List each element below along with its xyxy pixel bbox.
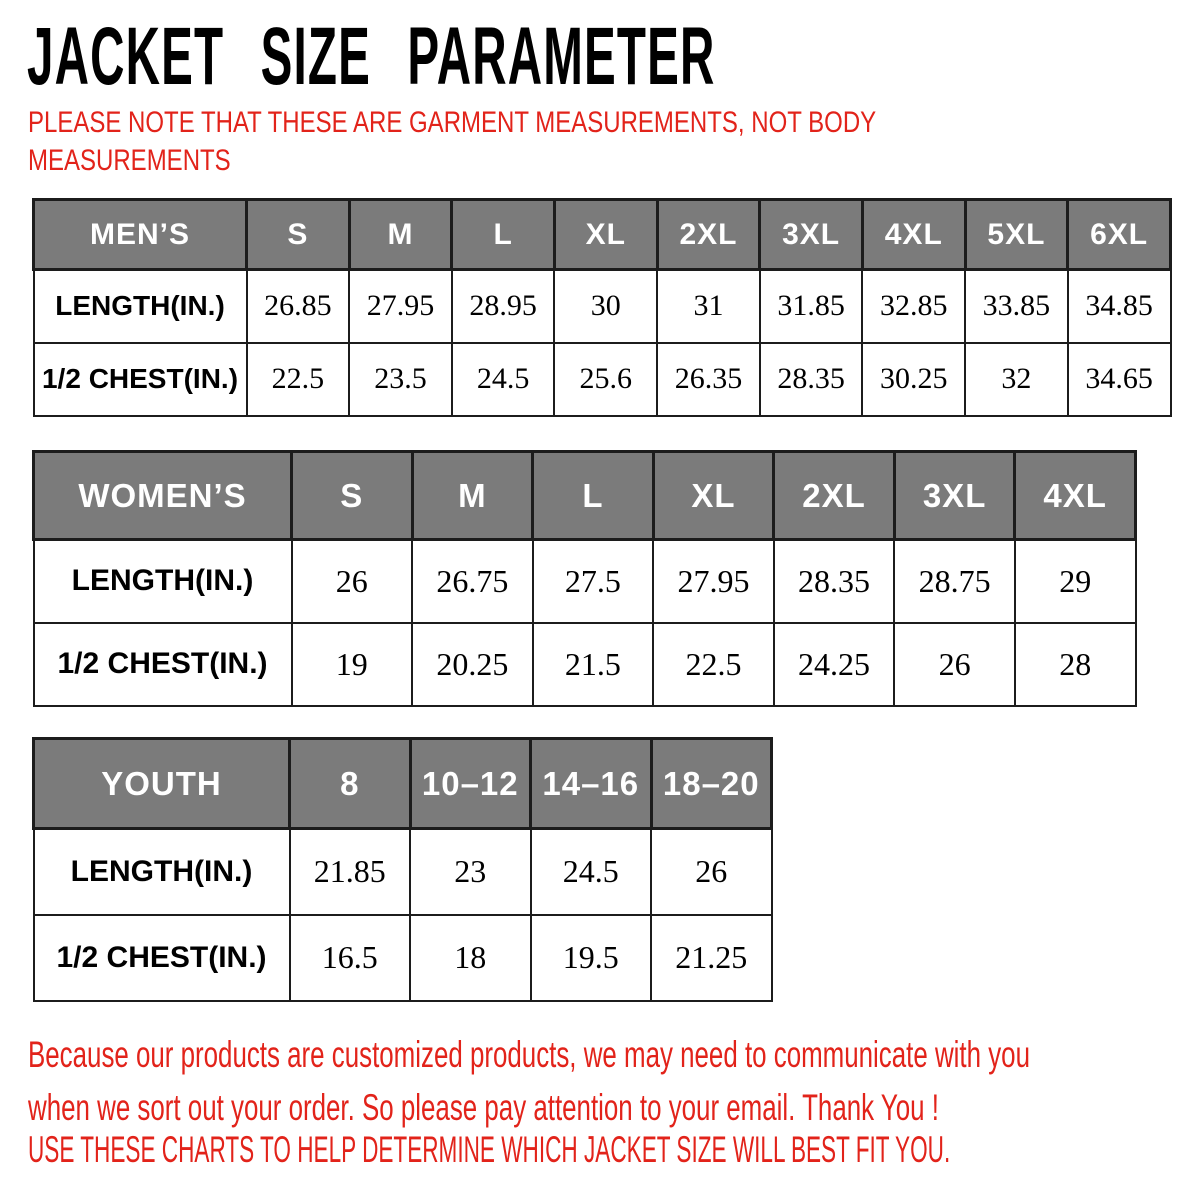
value-cell: 25.6 xyxy=(554,343,657,416)
value-cell: 32.85 xyxy=(862,270,965,343)
value-cell: 20.25 xyxy=(412,623,533,706)
mens-chest-row xyxy=(34,343,1171,416)
size-header-cell: L xyxy=(452,200,555,270)
size-header-cell: L xyxy=(533,452,654,540)
value-cell: 26 xyxy=(651,829,772,915)
youth-header-row xyxy=(34,739,772,829)
notice-line: Because our products are customized products, we may need to communicate with you xyxy=(28,1034,1030,1075)
youth-size-table xyxy=(32,737,773,1002)
customization-notice xyxy=(28,1028,1200,1134)
value-cell: 34.65 xyxy=(1068,343,1171,416)
row-label-cell: LENGTH(IN.) xyxy=(34,270,247,343)
value-cell: 24.25 xyxy=(774,623,895,706)
mens-length-row xyxy=(34,270,1171,343)
size-header-cell: S xyxy=(292,452,413,540)
value-cell: 21.85 xyxy=(290,829,411,915)
size-header-cell: 6XL xyxy=(1068,200,1171,270)
value-cell: 19 xyxy=(292,623,413,706)
size-header-cell: XL xyxy=(653,452,774,540)
value-cell: 18 xyxy=(410,915,531,1001)
row-label-cell: LENGTH(IN.) xyxy=(34,540,292,623)
size-header-cell: 14–16 xyxy=(531,739,652,829)
womens-chest-row xyxy=(34,623,1136,706)
row-label-cell: 1/2 CHEST(IN.) xyxy=(34,623,292,706)
size-header-cell: 10–12 xyxy=(410,739,531,829)
value-cell: 26 xyxy=(292,540,413,623)
womens-length-row xyxy=(34,540,1136,623)
value-cell: 22.5 xyxy=(247,343,350,416)
row-label-cell: 1/2 CHEST(IN.) xyxy=(34,343,247,416)
value-cell: 26.85 xyxy=(247,270,350,343)
size-header-cell: 3XL xyxy=(760,200,863,270)
size-header-cell: 8 xyxy=(290,739,411,829)
size-header-cell: S xyxy=(247,200,350,270)
size-header-cell: 4XL xyxy=(1015,452,1136,540)
value-cell: 23 xyxy=(410,829,531,915)
row-label-cell: LENGTH(IN.) xyxy=(34,829,290,915)
size-header-cell: 18–20 xyxy=(651,739,772,829)
value-cell: 32 xyxy=(965,343,1068,416)
notice-line: USE THESE CHARTS TO HELP DETERMINE WHICH JACKET SIZE WILL BEST FIT YOU. xyxy=(28,1129,951,1170)
note-line: MEASUREMENTS xyxy=(28,144,231,177)
category-header-cell: MEN’S xyxy=(34,200,247,270)
value-cell: 26 xyxy=(894,623,1015,706)
value-cell: 28.95 xyxy=(452,270,555,343)
value-cell: 31 xyxy=(657,270,760,343)
category-header-cell: WOMEN’S xyxy=(34,452,292,540)
mens-header-row xyxy=(34,200,1171,270)
value-cell: 23.5 xyxy=(349,343,452,416)
value-cell: 24.5 xyxy=(531,829,652,915)
value-cell: 16.5 xyxy=(290,915,411,1001)
value-cell: 33.85 xyxy=(965,270,1068,343)
value-cell: 29 xyxy=(1015,540,1136,623)
value-cell: 28 xyxy=(1015,623,1136,706)
size-header-cell: M xyxy=(412,452,533,540)
value-cell: 28.35 xyxy=(760,343,863,416)
value-cell: 31.85 xyxy=(760,270,863,343)
size-header-cell: 5XL xyxy=(965,200,1068,270)
chart-usage-notice xyxy=(28,1126,1200,1174)
row-label-cell: 1/2 CHEST(IN.) xyxy=(34,915,290,1001)
size-header-cell: M xyxy=(349,200,452,270)
garment-measurements-note xyxy=(28,104,1088,180)
youth-chest-row xyxy=(34,915,772,1001)
size-header-cell: 3XL xyxy=(894,452,1015,540)
category-header-cell: YOUTH xyxy=(34,739,290,829)
value-cell: 27.95 xyxy=(349,270,452,343)
notice-line: when we sort out your order. So please pay attention to your email. Thank You ! xyxy=(28,1087,939,1128)
womens-size-table xyxy=(32,450,1137,707)
value-cell: 34.85 xyxy=(1068,270,1171,343)
value-cell: 30 xyxy=(554,270,657,343)
page-title: JACKET SIZE PARAMETER xyxy=(27,11,716,102)
size-header-cell: 4XL xyxy=(862,200,965,270)
value-cell: 27.95 xyxy=(653,540,774,623)
youth-length-row xyxy=(34,829,772,915)
womens-header-row xyxy=(34,452,1136,540)
value-cell: 21.5 xyxy=(533,623,654,706)
size-header-cell: 2XL xyxy=(657,200,760,270)
value-cell: 26.35 xyxy=(657,343,760,416)
value-cell: 21.25 xyxy=(651,915,772,1001)
size-header-cell: XL xyxy=(554,200,657,270)
value-cell: 22.5 xyxy=(653,623,774,706)
value-cell: 24.5 xyxy=(452,343,555,416)
value-cell: 19.5 xyxy=(531,915,652,1001)
note-line: PLEASE NOTE THAT THESE ARE GARMENT MEASUREMENTS, NOT BODY xyxy=(28,106,877,139)
value-cell: 28.35 xyxy=(774,540,895,623)
size-header-cell: 2XL xyxy=(774,452,895,540)
value-cell: 27.5 xyxy=(533,540,654,623)
value-cell: 26.75 xyxy=(412,540,533,623)
value-cell: 30.25 xyxy=(862,343,965,416)
value-cell: 28.75 xyxy=(894,540,1015,623)
mens-size-table xyxy=(32,198,1172,417)
